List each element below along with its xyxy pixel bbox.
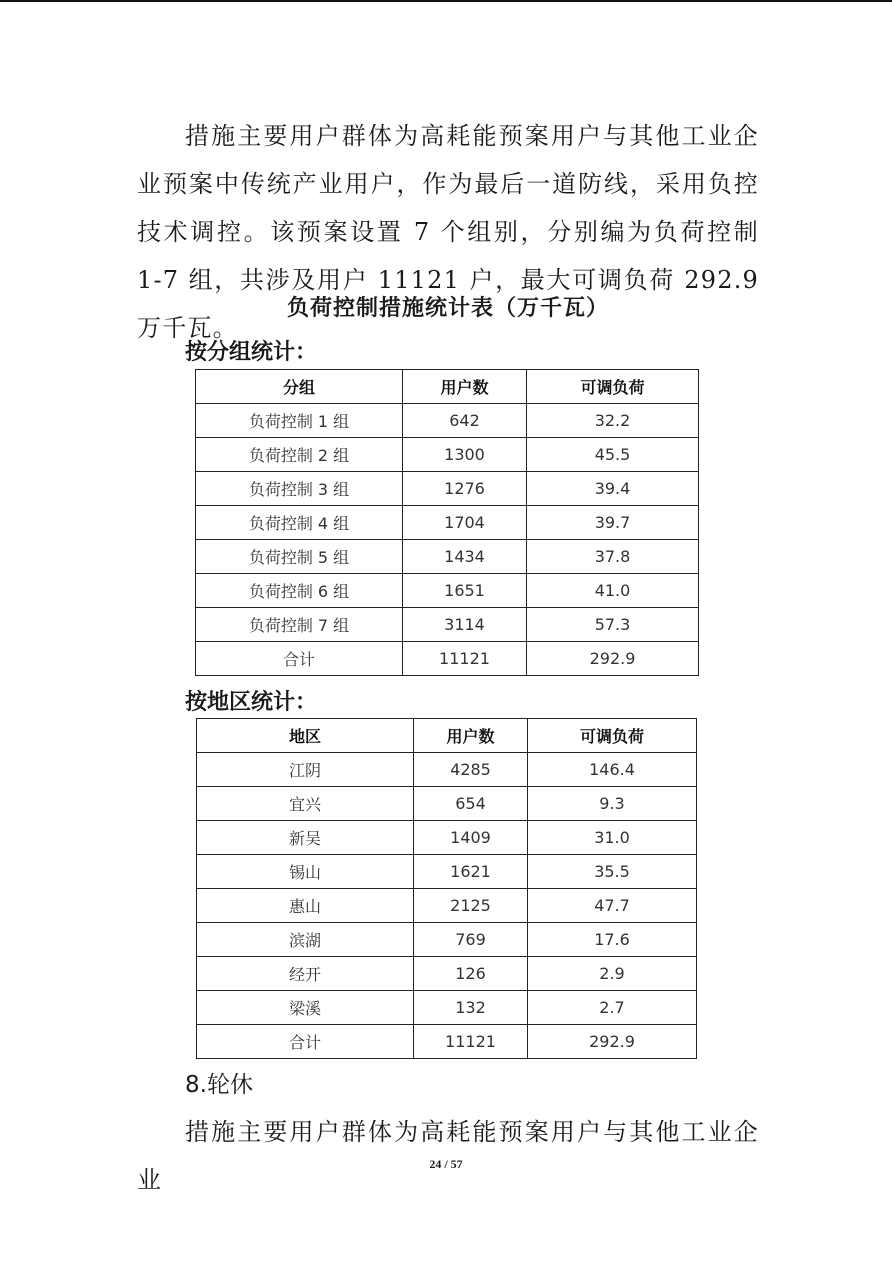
table-cell: 31.0 (528, 821, 697, 855)
table-row (196, 642, 699, 676)
table-cell: 合计 (197, 1025, 414, 1059)
table-cell: 39.4 (527, 472, 699, 506)
column-header: 可调负荷 (527, 370, 699, 404)
table-row (196, 472, 699, 506)
column-header: 地区 (197, 719, 414, 753)
table-cell: 47.7 (528, 889, 697, 923)
table-row (197, 855, 697, 889)
section-paragraph: 措施主要用户群体为高耗能预案用户与其他工业企业 (137, 1118, 759, 1194)
top-border-rule (0, 0, 892, 2)
table-row (197, 787, 697, 821)
table-cell: 负荷控制 4 组 (196, 506, 403, 540)
table-row (196, 438, 699, 472)
table-cell: 17.6 (528, 923, 697, 957)
table-row (196, 506, 699, 540)
table-cell: 滨湖 (197, 923, 414, 957)
table-row (196, 404, 699, 438)
column-header: 可调负荷 (528, 719, 697, 753)
table-cell: 负荷控制 6 组 (196, 574, 403, 608)
group-stats-table (195, 369, 699, 676)
table-cell: 642 (403, 404, 527, 438)
table-cell: 1704 (403, 506, 527, 540)
table-cell: 合计 (196, 642, 403, 676)
table-row (197, 1025, 697, 1059)
section-heading: 8.轮休 (185, 1072, 253, 1098)
table-cell: 9.3 (528, 787, 697, 821)
region-stats-table (196, 718, 697, 1059)
table-cell: 132 (414, 991, 528, 1025)
table-row (197, 889, 697, 923)
table-cell: 292.9 (527, 642, 699, 676)
table-row (197, 753, 697, 787)
table-row (197, 957, 697, 991)
table-cell: 新吴 (197, 821, 414, 855)
table-cell: 负荷控制 7 组 (196, 608, 403, 642)
page-number: 24 / 57 (429, 1157, 463, 1171)
table-cell: 负荷控制 1 组 (196, 404, 403, 438)
table-header-row (197, 719, 697, 753)
table-cell: 35.5 (528, 855, 697, 889)
table-cell: 惠山 (197, 889, 414, 923)
table-cell: 39.7 (527, 506, 699, 540)
table-cell: 梁溪 (197, 991, 414, 1025)
table-cell: 江阴 (197, 753, 414, 787)
table-cell: 负荷控制 3 组 (196, 472, 403, 506)
region-stats-heading: 按地区统计： (185, 690, 318, 715)
table-header-row (196, 370, 699, 404)
table-cell: 1651 (403, 574, 527, 608)
table-row (197, 991, 697, 1025)
table-cell: 32.2 (527, 404, 699, 438)
table-cell: 45.5 (527, 438, 699, 472)
column-header: 用户数 (403, 370, 527, 404)
table-cell: 3114 (403, 608, 527, 642)
table-cell: 146.4 (528, 753, 697, 787)
table-cell: 负荷控制 2 组 (196, 438, 403, 472)
table-cell: 292.9 (528, 1025, 697, 1059)
group-stats-heading: 按分组统计： (185, 340, 318, 365)
table-cell: 769 (414, 923, 528, 957)
table-cell: 1409 (414, 821, 528, 855)
column-header: 分组 (196, 370, 403, 404)
table-row (197, 821, 697, 855)
table-cell: 126 (414, 957, 528, 991)
table-row (196, 574, 699, 608)
table-cell: 2.7 (528, 991, 697, 1025)
column-header: 用户数 (414, 719, 528, 753)
table-cell: 经开 (197, 957, 414, 991)
table-cell: 654 (414, 787, 528, 821)
intro-paragraph: 措施主要用户群体为高耗能预案用户与其他工业企业预案中传统产业用户，作为最后一道防线，采用负控技术调控。该预案设置 7 个组别，分别编为负荷控制 1-7 组，共涉及用户 11121 户，最大可调负荷 292.9 万千瓦。 (137, 122, 759, 342)
table-cell: 锡山 (197, 855, 414, 889)
table-row (197, 923, 697, 957)
table-cell: 1276 (403, 472, 527, 506)
table-cell: 负荷控制 5 组 (196, 540, 403, 574)
table-cell: 11121 (414, 1025, 528, 1059)
table-cell: 2.9 (528, 957, 697, 991)
table-cell: 宜兴 (197, 787, 414, 821)
table-row (196, 608, 699, 642)
table-cell: 37.8 (527, 540, 699, 574)
table-cell: 57.3 (527, 608, 699, 642)
table-cell: 1300 (403, 438, 527, 472)
table-cell: 11121 (403, 642, 527, 676)
table-cell: 41.0 (527, 574, 699, 608)
table-title: 负荷控制措施统计表（万千瓦） (286, 296, 609, 321)
table-cell: 1621 (414, 855, 528, 889)
table-cell: 2125 (414, 889, 528, 923)
table-cell: 4285 (414, 753, 528, 787)
table-cell: 1434 (403, 540, 527, 574)
table-row (196, 540, 699, 574)
